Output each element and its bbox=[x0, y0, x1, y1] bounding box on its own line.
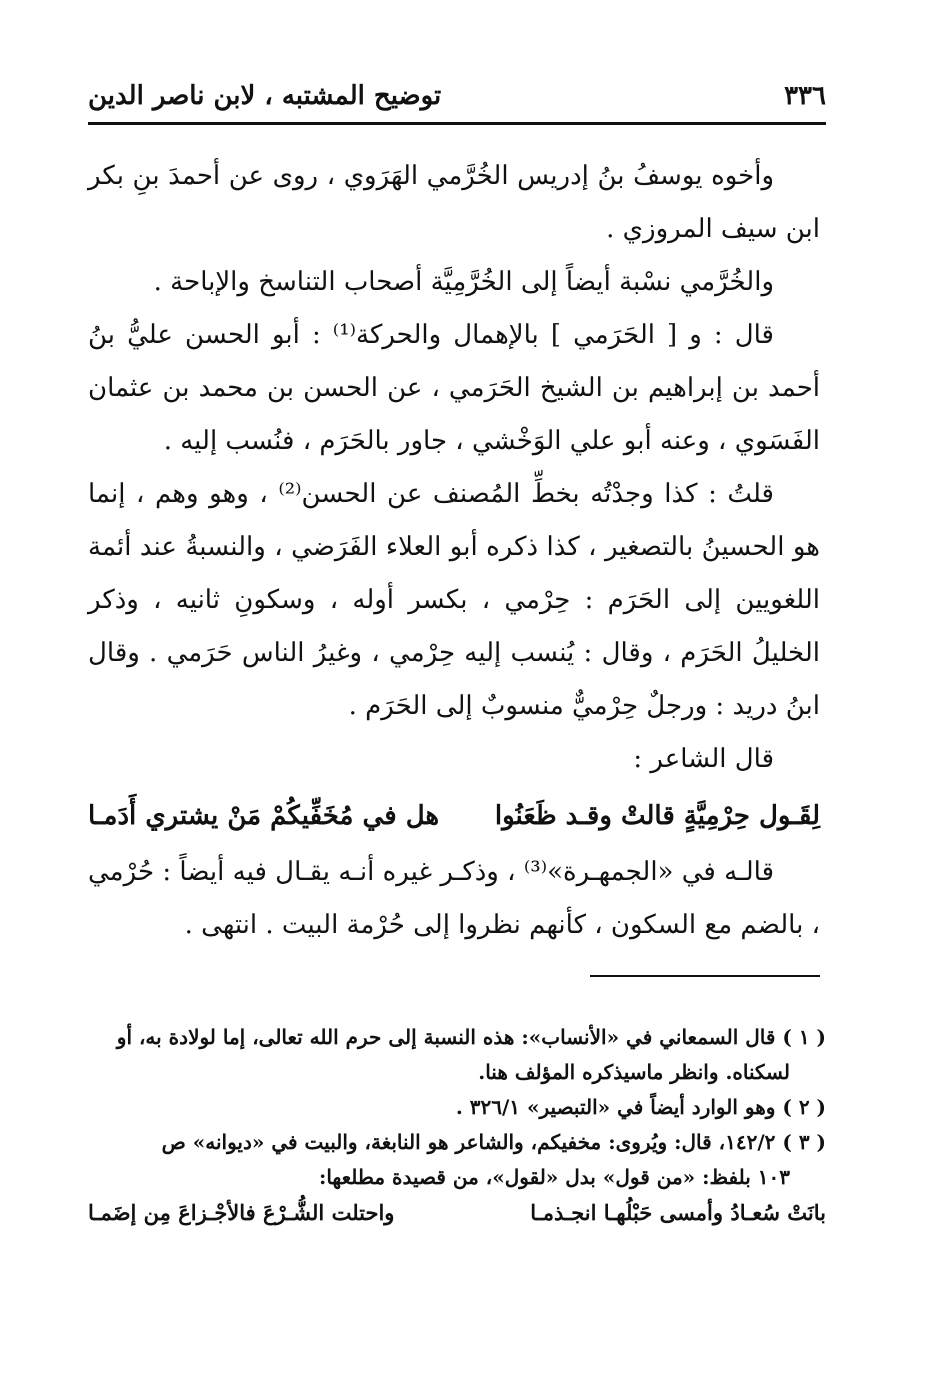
paragraph-3: قال : و [ الحَرَمي ] بالإهمال والحركة⁽¹⁾ : أبو الحسن عليُّ بنُ أحمد بن إبراهيم بن الشيخ الحَرَمي ، عن الحسن بن محمد بن عثمان الفَسَوي ، وعنه أبو علي الوَخْشي ، جاور بالحَرَم ، فنُسب إليه . bbox=[88, 320, 820, 456]
footnote-separator bbox=[590, 975, 820, 977]
footnote-verse-first-hemistich: بانَتْ سُعـادُ وأمسى حَبْلُهـا انجـذمـا bbox=[530, 1200, 826, 1225]
footnote-1-line-2: لسكناه. وانظر ماسيذكره المؤلف هنا. bbox=[478, 1060, 790, 1084]
page-number: ٣٣٦ bbox=[784, 81, 826, 111]
footnote-verse-second-hemistich: واحتلت الشُّـرْعَ فالأجْـزاعَ مِن إضَمـا bbox=[88, 1200, 395, 1225]
footnote-2: ( ٢ ) وهو الوارد أيضاً في «التبصير» ٣٢٦/١ . bbox=[455, 1095, 826, 1119]
paragraph-4: قلتُ : كذا وجدْتُه بخطِّ المُصنف عن الحسن⁽²⁾ ، وهو وهم ، إنما هو الحسينُ بالتصغير ، كذا ذكره أبو العلاء الفَرَضي ، والنسبةُ عند أئمة اللغويين إلى الحَرَم : حِرْمي ، بكسر أوله ، وسكونِ ثانيه ، وذكر الخليلُ الحَرَم ، وقال : يُنسب إليه حِرْمي ، وغيرُ الناس حَرَمي . وقال ابنُ دريد : ورجلٌ حِرْميٌّ منسوبٌ إلى الحَرَم . bbox=[88, 479, 820, 721]
main-text bbox=[88, 150, 820, 952]
paragraph-1: وأخوه يوسفُ بنُ إدريس الخُرَّمي الهَرَوي ، روى عن أحمدَ بنِ بكر ابن سيف المروزي . bbox=[88, 161, 820, 244]
header-rule bbox=[88, 122, 826, 125]
paragraph-5: قال الشاعر : bbox=[633, 744, 774, 774]
verse-first-hemistich: لِقَـول حِرْمِيَّةٍ قالتْ وقـد ظَعَنُوا bbox=[494, 801, 820, 831]
verse-second-hemistich: هل في مُخَفِّيكُمْ مَنْ يشتري أَدَمـا bbox=[88, 801, 440, 831]
footnotes bbox=[88, 1020, 826, 1230]
poetry-verse bbox=[88, 786, 820, 846]
page-header bbox=[88, 78, 826, 114]
footnote-1-line-1: ( ١ ) قال السمعاني في «الأنساب»: هذه النسبة إلى حرم الله تعالى، إما لولادة به، أو bbox=[116, 1025, 826, 1049]
paragraph-2: والخُرَّمي نسْبة أيضاً إلى الخُرَّمِيَّة أصحاب التناسخ والإباحة . bbox=[153, 267, 774, 297]
running-title: توضيح المشتبه ، لابن ناصر الدين bbox=[88, 81, 442, 111]
paragraph-6: قالـه في «الجمهـرة»⁽³⁾ ، وذكـر غيره أنـه يقـال فيه أيضاً : حُرْمي ، بالضم مع السكون ، كأنهم نظروا إلى حُرْمة البيت . انتهى . bbox=[88, 857, 820, 940]
footnote-3-line-1: ( ٣ ) ١٤٢/٢، قال: ويُروى: مخفيكم، والشاعر هو النابغة، والبيت في «ديوانه» ص bbox=[161, 1130, 826, 1154]
footnote-3-verse bbox=[88, 1195, 826, 1230]
footnote-3-line-2: ١٠٣ بلفظ: «من قول» بدل «لقول»، من قصيدة مطلعها: bbox=[318, 1165, 790, 1189]
